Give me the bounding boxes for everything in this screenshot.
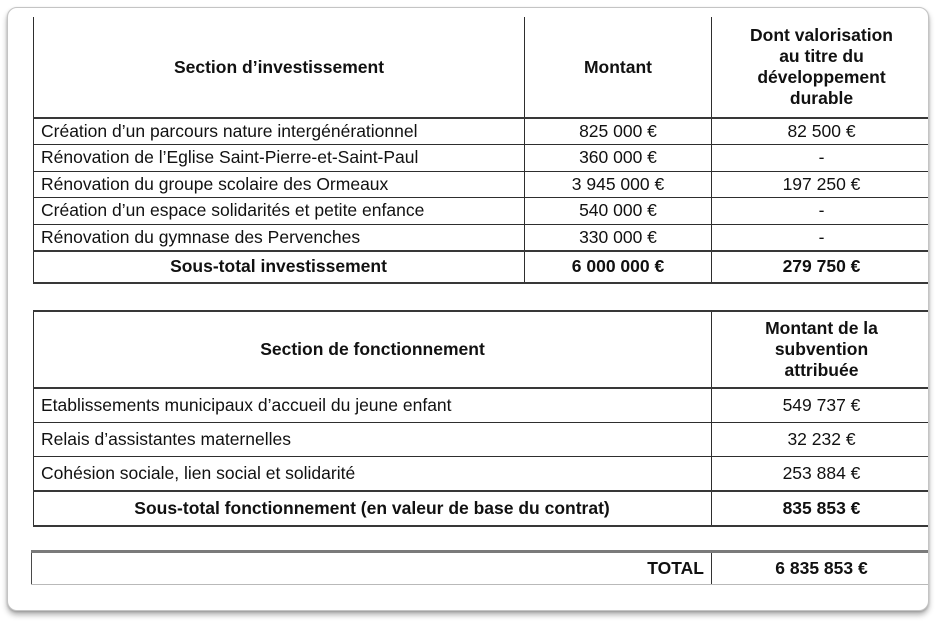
- row-label: Création d’un espace solidarités et petite enfance: [34, 198, 525, 225]
- table-row: [34, 118, 930, 145]
- table-row: [34, 198, 930, 225]
- row-montant: 540 000 €: [525, 198, 712, 225]
- table-row: [34, 388, 930, 423]
- row-label: Création d’un parcours nature intergénérationnel: [34, 118, 525, 145]
- row-valorisation: -: [712, 224, 930, 251]
- investment-header-valorisation: Dont valorisation au titre du développement durable: [712, 17, 930, 118]
- row-label: Rénovation de l’Eglise Saint-Pierre-et-Saint-Paul: [34, 145, 525, 172]
- row-valorisation: 82 500 €: [712, 118, 930, 145]
- row-montant: 330 000 €: [525, 224, 712, 251]
- row-valorisation: -: [712, 145, 930, 172]
- row-label: Relais d’assistantes maternelles: [34, 422, 712, 457]
- total-row: [32, 552, 930, 585]
- functioning-table: [33, 310, 929, 528]
- document-page: [7, 7, 929, 611]
- total-label: TOTAL: [32, 552, 712, 585]
- subtotal-montant: 835 853 €: [712, 491, 930, 526]
- row-valorisation: 197 250 €: [712, 171, 930, 198]
- investment-header-row: [34, 17, 930, 118]
- functioning-header-montant: Montant de la subvention attribuée: [712, 311, 930, 388]
- subtotal-label: Sous-total investissement: [34, 251, 525, 283]
- functioning-header-row: [34, 311, 930, 388]
- row-montant: 549 737 €: [712, 388, 930, 423]
- row-montant: 253 884 €: [712, 457, 930, 492]
- functioning-header-section: Section de fonctionnement: [34, 311, 712, 388]
- row-label: Cohésion sociale, lien social et solidarité: [34, 457, 712, 492]
- row-valorisation: -: [712, 198, 930, 225]
- table-row: [34, 145, 930, 172]
- subtotal-montant: 6 000 000 €: [525, 251, 712, 283]
- row-montant: 3 945 000 €: [525, 171, 712, 198]
- row-label: Etablissements municipaux d’accueil du jeune enfant: [34, 388, 712, 423]
- row-label: Rénovation du gymnase des Pervenches: [34, 224, 525, 251]
- table-row: [34, 422, 930, 457]
- row-montant: 32 232 €: [712, 422, 930, 457]
- investment-header-section: Section d’investissement: [34, 17, 525, 118]
- total-table: [31, 550, 929, 585]
- functioning-subtotal-row: [34, 491, 930, 526]
- table-row: [34, 171, 930, 198]
- investment-table: [33, 17, 929, 284]
- row-montant: 360 000 €: [525, 145, 712, 172]
- investment-header-montant: Montant: [525, 17, 712, 118]
- row-label: Rénovation du groupe scolaire des Ormeaux: [34, 171, 525, 198]
- row-montant: 825 000 €: [525, 118, 712, 145]
- table-row: [34, 457, 930, 492]
- investment-subtotal-row: [34, 251, 930, 283]
- subtotal-label: Sous-total fonctionnement (en valeur de base du contrat): [34, 491, 712, 526]
- total-montant: 6 835 853 €: [712, 552, 930, 585]
- table-row: [34, 224, 930, 251]
- subtotal-valorisation: 279 750 €: [712, 251, 930, 283]
